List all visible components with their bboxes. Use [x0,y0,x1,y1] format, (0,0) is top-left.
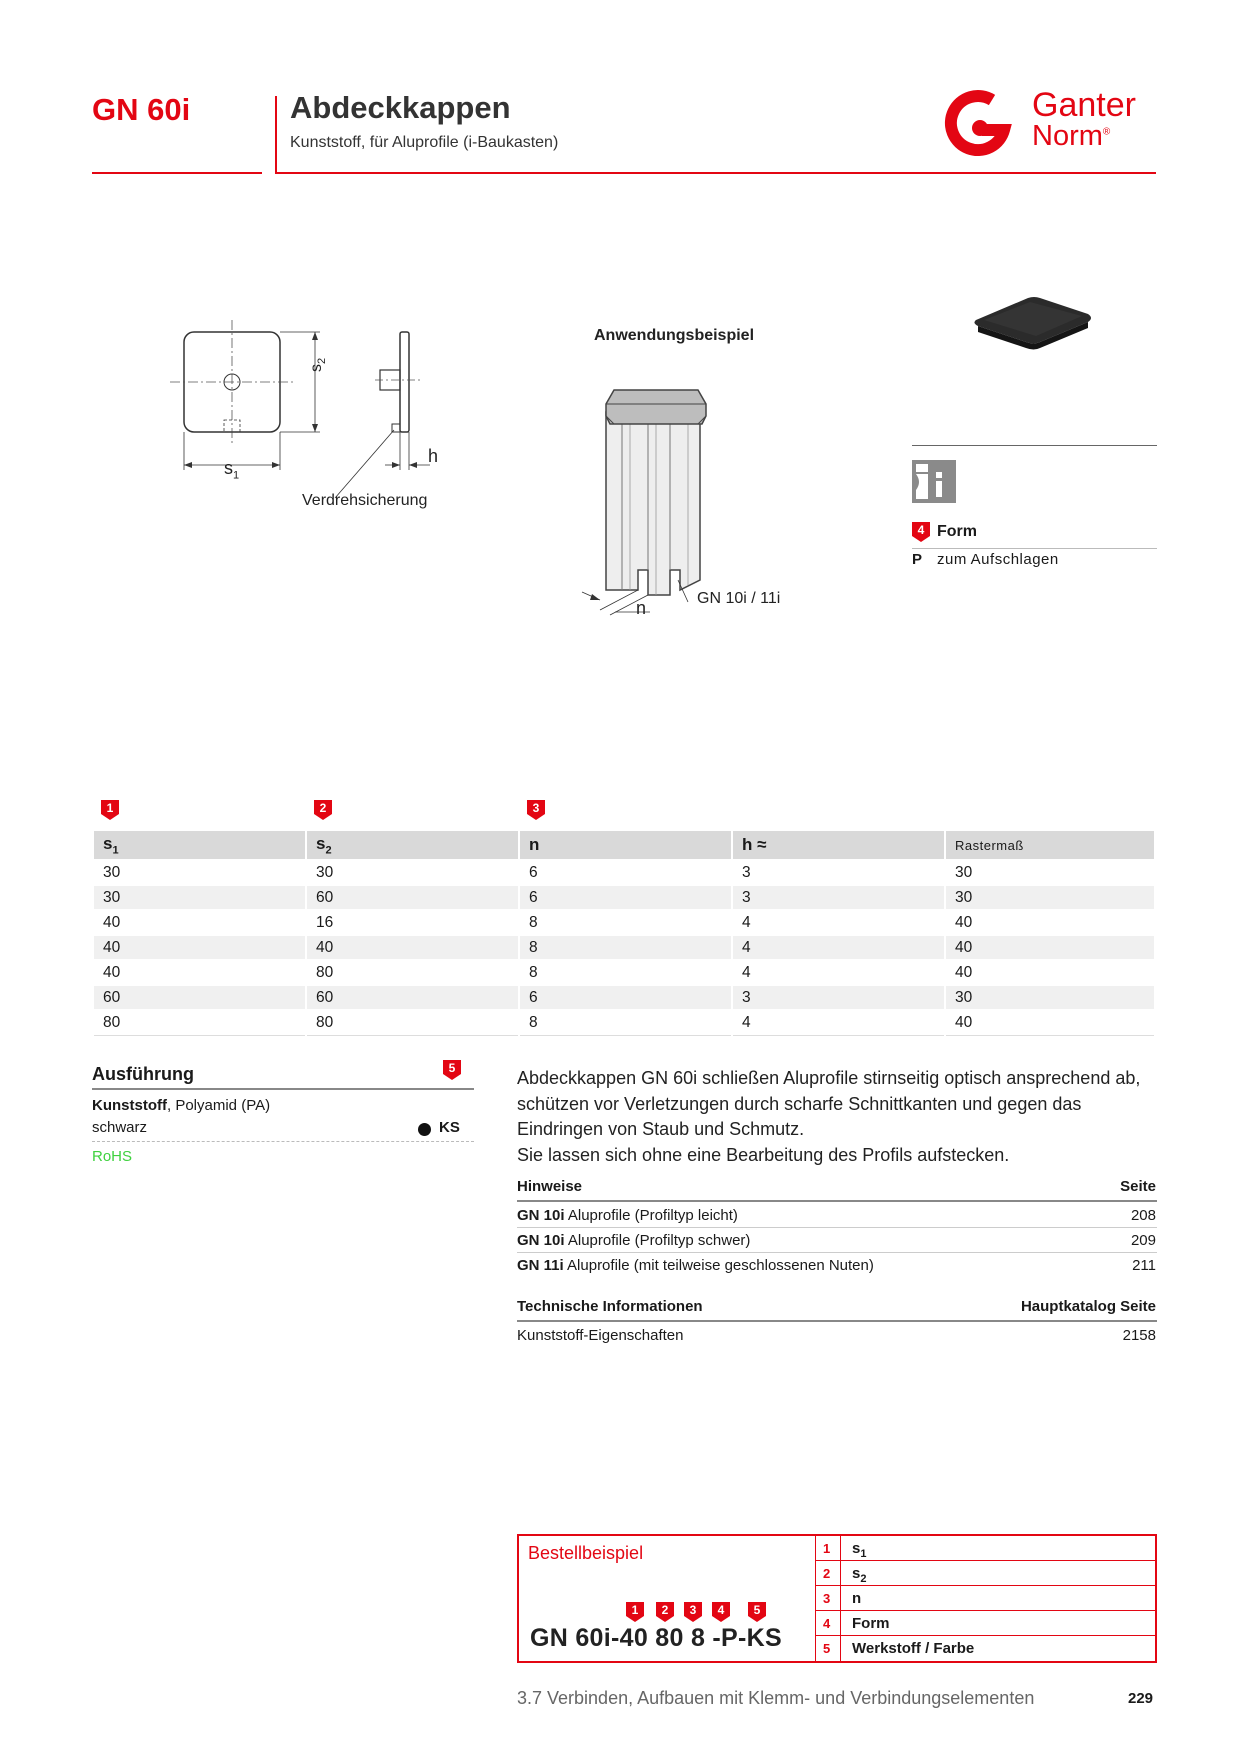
table-row [93,960,1155,985]
cell: 80 [306,960,519,985]
cell: 8 [519,935,732,960]
col-n: n [519,830,732,860]
side-panel-rule [912,445,1157,446]
description [517,1066,1157,1168]
cell: 3 [732,885,945,910]
order-badge-2-icon [656,1602,674,1622]
hinweis-page-1: 208 [1130,1207,1156,1224]
dimensions-table [92,829,1156,1036]
cell: 80 [306,1010,519,1035]
order-badge-4-icon [712,1602,730,1622]
cell: 4 [732,960,945,985]
order-badge-3-icon [684,1602,702,1622]
footer-chapter: 3.7 Verbinden, Aufbauen mit Klemm- und Verbindungselementen [517,1688,1035,1708]
hinweis-row-2: GN 10i Aluprofile (Profiltyp schwer) [517,1232,751,1249]
badge-4-icon [912,522,930,542]
ausfuehrung-rule [92,1088,474,1090]
col-s2: $s_2$ [306,830,519,860]
table-row [93,935,1155,960]
order-key-label: n [852,1590,862,1607]
ausfuehrung-title: Ausführung [92,1064,194,1084]
order-key-rule [815,1610,1155,1611]
svg-text:3: 3 [689,1603,697,1617]
cell: 8 [519,1010,732,1035]
order-divider-2 [840,1536,841,1661]
cell: 4 [732,1010,945,1035]
ausfuehrung-divider [92,1141,474,1142]
cell: 30 [945,885,1155,910]
page-subtitle: Kunststoff, für Aluprofile (i-Baukasten) [290,134,559,151]
logo-text-ganter: Ganter [1032,86,1136,124]
cell: 40 [945,960,1155,985]
color-code: KS [439,1119,460,1136]
form-rule [912,548,1157,549]
cell: 6 [519,860,732,885]
cell: 40 [306,935,519,960]
tech-info-page: 2158 [1122,1327,1156,1344]
order-key-label: $s_2$ [852,1565,867,1585]
cell: 40 [93,910,306,935]
order-key-rule [815,1560,1155,1561]
order-key-label: $s_1$ [852,1540,867,1560]
svg-text:2: 2 [661,1603,669,1617]
cell: 6 [519,885,732,910]
color-name: schwarz [92,1119,148,1136]
logo-text-norm: Norm® [1032,120,1111,152]
ganter-logo-icon [940,86,1020,158]
label-verdrehsicherung: Verdrehsicherung [302,492,428,509]
svg-text:5: 5 [753,1603,761,1617]
badge-3-icon [527,800,545,820]
badge-5-icon [443,1060,461,1080]
order-key-num: 3 [823,1591,831,1606]
table-row [93,1010,1155,1035]
cell: 40 [945,910,1155,935]
svg-text:2: 2 [319,801,327,815]
order-key-num: 1 [823,1541,831,1556]
order-key-label: Werkstoff / Farbe [852,1640,975,1657]
cell: 30 [93,885,306,910]
i-system-icon [912,460,956,503]
application-drawing [570,380,770,620]
footer-page-number: 229 [1128,1690,1154,1707]
cell: 4 [732,935,945,960]
dim-label-n: n [636,598,647,618]
order-key-num: 4 [823,1616,831,1631]
table-header-row [93,830,1155,860]
cell: 16 [306,910,519,935]
product-photo [970,290,1110,360]
badge-1-icon [101,800,119,820]
hinweise-title: Hinweise [517,1178,583,1195]
form-desc: zum Aufschlagen [937,551,1059,568]
label-profile-ref: GN 10i / 11i [697,590,781,607]
order-key-label: Form [852,1615,890,1632]
application-example-title: Anwendungsbeispiel [594,327,755,344]
hinweis-page-2: 209 [1130,1232,1156,1249]
hinweis-page-3: 211 [1132,1257,1156,1274]
cell: 30 [93,860,306,885]
svg-text:3: 3 [532,801,540,815]
svg-text:4: 4 [917,523,925,537]
table-row [93,885,1155,910]
badge-2-icon [314,800,332,820]
table-row [93,985,1155,1010]
dim-label-s2: $s_2$ [308,357,329,372]
hinweise-col-page: Seite [1120,1178,1156,1195]
order-code: GN 60i-40 80 8 -P-KS [530,1624,782,1652]
tech-info-col-page: Hauptkatalog Seite [1020,1298,1156,1315]
hinweise-rule [517,1200,1157,1202]
order-key-rule [815,1635,1155,1636]
dim-label-h: h [428,446,439,466]
form-label: Form [937,523,977,540]
divider [517,1227,1157,1228]
order-key-num: 5 [823,1641,831,1656]
col-rastermass: Rastermaß [945,830,1155,860]
form-code: P [912,551,923,568]
cell: 40 [945,1010,1155,1035]
tech-info-row: Kunststoff-Eigenschaften [517,1327,684,1344]
table-row [93,910,1155,935]
table-row [93,860,1155,885]
divider [517,1252,1157,1253]
cell: 30 [945,860,1155,885]
dim-label-s1: $s_1$ [224,458,240,482]
cell: 40 [93,935,306,960]
cell: 8 [519,910,732,935]
hinweis-row-1: GN 10i Aluprofile (Profiltyp leicht) [517,1207,738,1224]
header-divider [275,96,277,173]
rohs-label: RoHS [92,1148,133,1165]
hinweis-row-3: GN 11i Aluprofile (mit teilweise geschlossenen Nuten) [517,1257,874,1274]
order-key-rule [815,1585,1155,1586]
cell: 3 [732,860,945,885]
header-rule-left [92,172,262,174]
tech-info-title: Technische Informationen [517,1298,703,1315]
cell: 60 [306,985,519,1010]
order-divider-1 [815,1536,816,1661]
product-code: GN 60i [92,92,191,127]
svg-text:1: 1 [106,801,114,815]
cell: 4 [732,910,945,935]
col-h: h ≈ [732,830,945,860]
order-badge-5-icon [748,1602,766,1622]
order-key-num: 2 [823,1566,831,1581]
cell: 6 [519,985,732,1010]
cell: 3 [732,985,945,1010]
cell: 80 [93,1010,306,1035]
cell: 40 [93,960,306,985]
order-badge-1-icon [626,1602,644,1622]
cell: 30 [306,860,519,885]
color-dot-icon [418,1123,431,1136]
col-s1: $s_1$ [93,830,306,860]
cell: 60 [93,985,306,1010]
tech-info-rule [517,1320,1157,1322]
cell: 40 [945,935,1155,960]
cell: 30 [945,985,1155,1010]
description-p2: Sie lassen sich ohne eine Bearbeitung des Profils aufstecken. [517,1144,1010,1165]
cell: 60 [306,885,519,910]
svg-text:1: 1 [631,1603,639,1617]
svg-text:4: 4 [717,1603,725,1617]
order-example-title: Bestellbeispiel [528,1543,644,1563]
header-rule-right [275,172,1156,174]
material: Kunststoff, Polyamid (PA) [92,1097,271,1114]
svg-text:5: 5 [448,1061,456,1075]
cell: 8 [519,960,732,985]
technical-drawing [170,320,460,520]
page-title: Abdeckkappen [290,90,511,125]
description-p1: Abdeckkappen GN 60i schließen Aluprofile stirnseitig optisch ansprechend ab, schützen vor Verletzungen durch scharfe Schnittkanten und gegen das Eindringen von Staub und Schmutz. [517,1068,1141,1139]
